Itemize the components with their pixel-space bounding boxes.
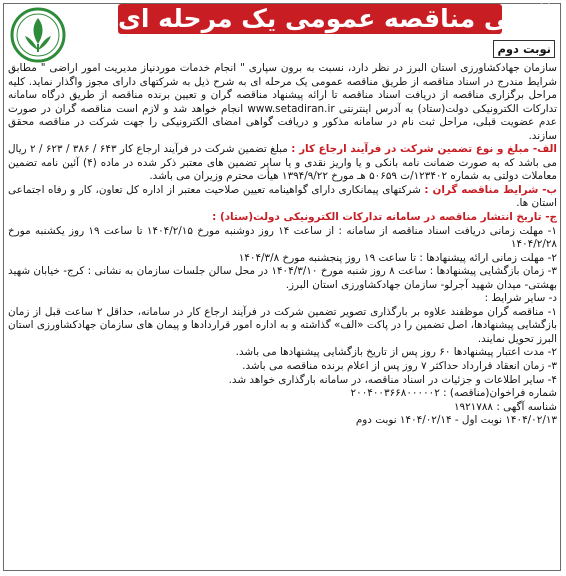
dal-item: ۱- مناقصه گران موظفند علاوه بر بارگذاری تصویر تضمین شرکت در فرآیند ارجاع کار در سامانه، حداقل ۲ ساعت قبل از زمان بازگشایی پیشنهادها، اصل تضمین را در پاکت «الف» گذاشته و به اداره امور قراردادها و پیمان های سازمان جهادکشاورزی استان البرز تحویل نمایند. <box>8 305 557 345</box>
intro-paragraph: سازمان جهادکشاورزی استان البرز در نظر دارد، نسبت به برون سپاری " انجام خدمات موردنیاز مدیریت امور اراضی " مطابق شرایط مندرج در اسناد مناقصه از طریق مناقصه عمومی یک مرحله ای به شرح ذیل به شرکتهای دارای مجوز واگذار نماید. کلیه مراحل برگزاری مناقصه از دریافت اسناد مناقصه تا ارائه پیشنهاد مناقصه گران و تعیین برنده مناقصه از طریق درگاه سامانه تدارکات الکترونیکی دولت(ستاد) به آدرس اینترنتی www.setadiran.ir انجام خواهد شد و لازم است مناقصه گران در صورت عدم عضویت قبلی، مراحل ثبت نام در سامانه مذکور و دریافت گواهی امضای الکترونیکی را جهت شرکت در مناقصه محقق سازند. <box>8 62 557 142</box>
nobat-label: نوبت دوم <box>493 40 555 58</box>
dal-item: ۳- زمان انعقاد قرارداد حداکثر ۷ روز پس از اعلام برنده مناقصه می باشد. <box>242 360 557 373</box>
publish-dates: ۱۴۰۴/۰۲/۱۳ نوبت اول - ۱۴۰۴/۰۲/۱۴ نوبت دوم <box>355 414 557 427</box>
ad-title: آگهی مناقصه عمومی یک مرحله ای <box>118 4 549 33</box>
jahad-keshavarzi-logo-icon <box>8 4 68 70</box>
section-jim-title: ج- تاریخ انتشار مناقصه در سامانه تدارکات الکترونیکی دولت(ستاد) : <box>212 211 557 224</box>
dal-item: ۴- سایر اطلاعات و جزئیات در اسناد مناقصه، در سامانه بارگذاری خواهد شد. <box>228 373 557 386</box>
section-alef-text: مبلغ تضمین شرکت در فرآیند ارجاع کار ۶۴۳ / ۳۸۶ / ۶۲۳ / ۲ ریال می باشد که به صورت ضمانت نامه بانکی و یا واریز نقدی و یا سایر تضمین های معتبر ذکر شده در ماده (۴) آئین نامه تضمین معاملات دولتی به شماره ۱۲۳۴۰۲/ت ۵۰۶۵۹ هـ مورخ ۱۳۹۴/۹/۲۲ هیأت محترم وزیران می باشد. <box>8 143 557 183</box>
ad-id: شناسه آگهی : ۱۹۲۱۷۸۸ <box>453 400 557 413</box>
section-alef-title: الف- مبلغ و نوع تضمین شرکت در فرآیند ارجاع کار : <box>291 143 557 156</box>
section-alef <box>8 143 557 184</box>
ad-body <box>8 62 557 570</box>
farakhan-number: شماره فراخوان(مناقصه) : ۲۰۰۴۰۰۳۶۶۸۰۰۰۰۰۲ <box>350 387 557 400</box>
jim-item: ۲- مهلت زمانی ارائه پیشنهادها : تا ساعت ۱۹ روز پنجشنبه مورخ ۱۴۰۴/۳/۸ <box>238 251 557 264</box>
section-dal-title: د- سایر شرایط : <box>484 292 557 305</box>
section-be-text: شرکتهای پیمانکاری دارای گواهینامه تعیین صلاحیت معتبر از اداره کل تعاون، کار و رفاه اجتماعی استان ها. <box>8 183 557 210</box>
dal-item: ۲- مدت اعتبار پیشنهادها ۶۰ روز پس از تاریخ بازگشایی پیشنهادها می باشد. <box>235 346 557 359</box>
jim-item: ۱- مهلت زمانی دریافت اسناد مناقصه از سامانه : از ساعت ۱۴ روز دوشنبه مورخ ۱۴۰۴/۲/۱۵ تا ساعت ۱۹ روز یکشنبه مورخ ۱۴۰۴/۲/۲۸ <box>8 224 557 251</box>
section-be <box>8 184 557 211</box>
jim-item: ۳- زمان بازگشایی پیشنهادها : ساعت ۸ روز شنبه مورخ ۱۴۰۴/۳/۱۰ در محل سالن جلسات سازمان به نشانی : کرج- خیابان شهید بهشتی- میدان شهید آجرلو- سازمان جهادکشاورزی استان البرز. <box>8 265 557 291</box>
section-be-title: ب- شرایط مناقصه گران : <box>424 183 557 196</box>
